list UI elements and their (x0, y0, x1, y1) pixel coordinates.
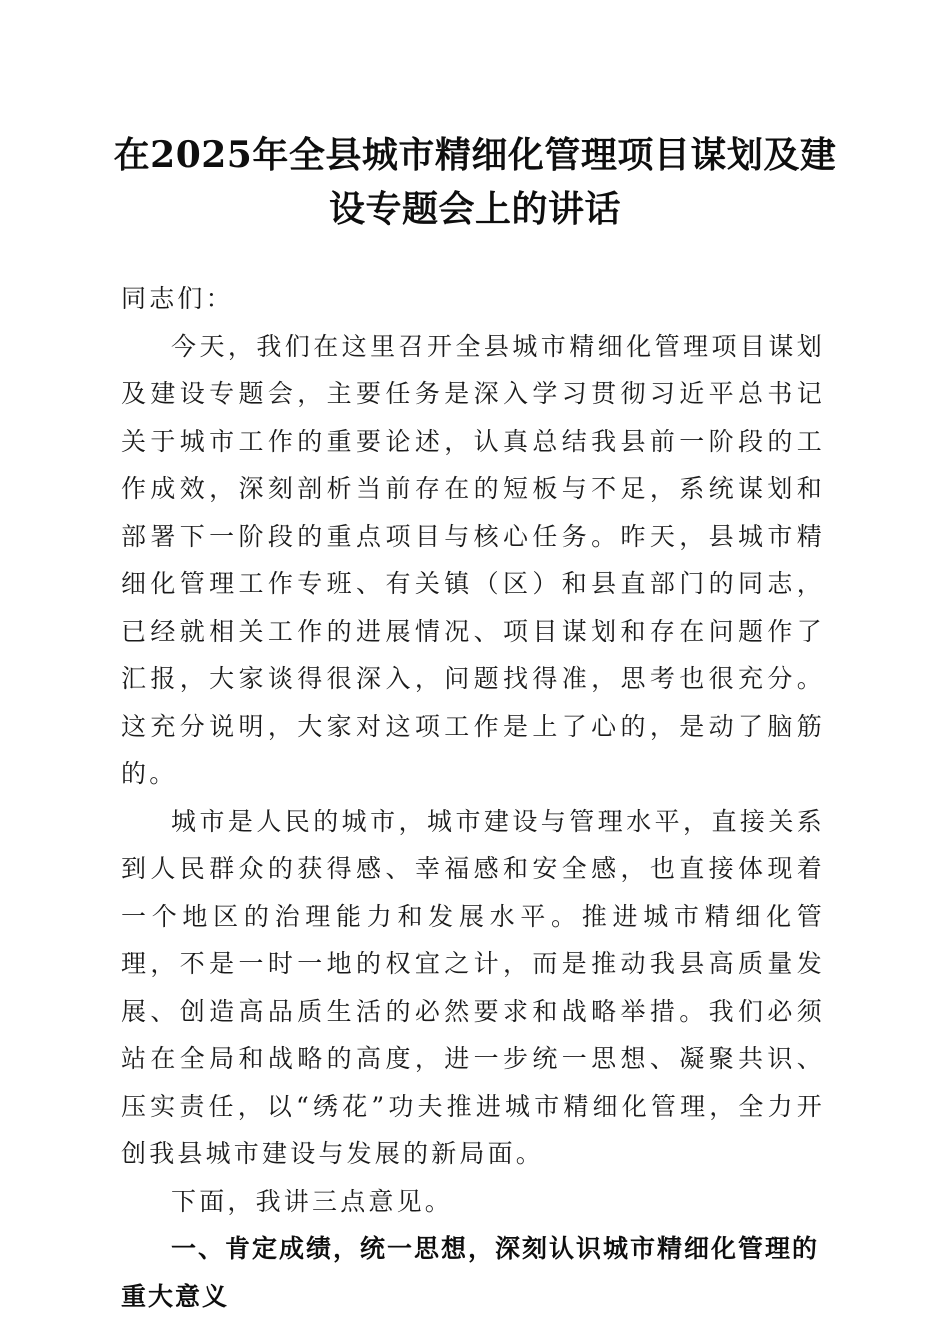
paragraph: 今天，我们在这里召开全县城市精细化管理项目谋划及建设专题会，主要任务是深入学习贯彻习近平总书记关于城市工作的重要论述，认真总结我县前一阶段的工作成效，深刻剖析当前存在的短板与不足，系统谋划和部署下一阶段的重点项目与核心任务。昨天，县城市精细化管理工作专班、有关镇（区）和县直部门的同志，已经就相关工作的进展情况、项目谋划和存在问题作了汇报，大家谈得很深入，问题找得准，思考也很充分。这充分说明，大家对这项工作是上了心的，是动了脑筋的。 (121, 331, 825, 788)
paragraph: 下面，我讲三点意见。 (171, 1186, 454, 1216)
salutation: 同志们： (121, 284, 234, 313)
section-heading: 一、肯定成绩，统一思想，深刻认识城市精细化管理的重大意义 (121, 1234, 820, 1311)
document-body (121, 275, 825, 1320)
document-title: 在2025年全县城市精细化管理项目谋划及建设专题会上的讲话 (113, 134, 837, 230)
paragraph: 城市是人民的城市，城市建设与管理水平，直接关系到人民群众的获得感、幸福感和安全感，也直接体现着一个地区的治理能力和发展水平。推进城市精细化管理，不是一时一地的权宜之计，而是推动我县高质量发展、创造高品质生活的必然要求和战略举措。我们必须站在全局和战略的高度，进一步统一思想、凝聚共识、压实责任，以“绣花”功夫推进城市精细化管理，全力开创我县城市建设与发展的新局面。 (121, 806, 825, 1168)
